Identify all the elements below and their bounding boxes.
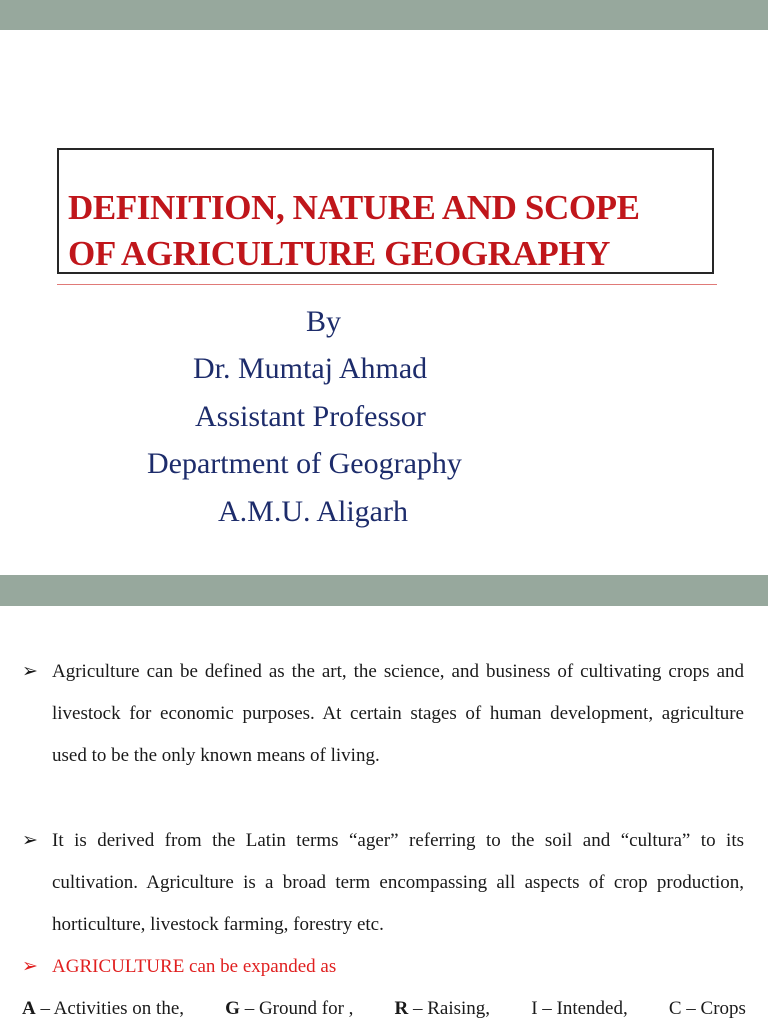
slide-title-line-2: OF AGRICULTURE GEOGRAPHY <box>68 234 611 273</box>
expansion-item-r: R – Raising, <box>394 998 491 1019</box>
expansion-item-g: G – Ground for , <box>225 998 354 1019</box>
author-designation: Assistant Professor <box>195 400 426 433</box>
bullet-arrow-icon: ➢ <box>22 830 38 851</box>
expansion-item-c: C – Crops <box>668 998 746 1019</box>
author-department: Department of Geography <box>147 447 462 480</box>
slide-separator-band <box>0 575 768 606</box>
bullet-expansion-heading: AGRICULTURE can be expanded as <box>52 956 337 977</box>
author-institution: A.M.U. Aligarh <box>218 495 408 528</box>
author-by: By <box>306 305 342 338</box>
slide-title-line-1: DEFINITION, NATURE AND SCOPE <box>68 188 640 227</box>
author-name: Dr. Mumtaj Ahmad <box>193 352 428 385</box>
title-underline-divider <box>57 284 717 285</box>
bullet-etymology: It is derived from the Latin terms “ager” referring to the soil and “cultura” to its cultivation. Agriculture is a broad term encompassing all aspects of crop production, horticulture, livestock farming, forestry etc. <box>52 830 744 935</box>
title-box <box>57 148 714 274</box>
top-decorative-band <box>0 0 768 30</box>
bullet-definition: Agriculture can be defined as the art, the science, and business of cultivating crops and livestock for economic purposes. At certain stages of human development, agriculture used to be the only known means of living. <box>52 661 744 766</box>
expansion-item-i: I – Intended, <box>531 998 628 1019</box>
expansion-item-a: A – Activities on the, <box>22 998 185 1019</box>
bullet-arrow-icon: ➢ <box>22 956 38 977</box>
bullet-arrow-icon: ➢ <box>22 661 38 682</box>
